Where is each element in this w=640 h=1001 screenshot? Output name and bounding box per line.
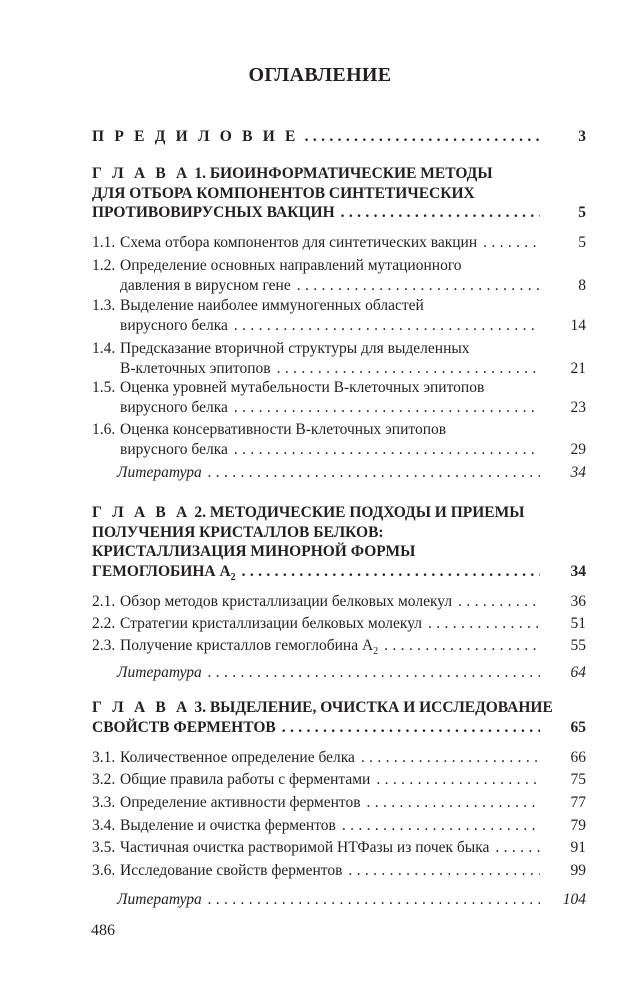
toc-entry-text <box>92 636 378 656</box>
dot-leader <box>305 127 540 147</box>
toc-entry-text <box>92 504 525 521</box>
toc-line <box>92 636 586 656</box>
toc-entry-chapter[interactable] <box>92 698 586 737</box>
toc-entry-section[interactable] <box>92 233 586 253</box>
toc-entry-label: Количественное определение белка <box>120 749 355 766</box>
dot-leader <box>483 233 540 253</box>
dot-leader <box>458 592 540 612</box>
dot-leader <box>361 748 540 768</box>
toc-entry-label: Схема отбора компонентов для синтетических вакцин <box>120 234 478 251</box>
toc-line <box>92 523 586 543</box>
toc-line <box>92 542 586 562</box>
toc-page-number: 5 <box>578 234 586 251</box>
toc-entry-section[interactable] <box>92 420 586 459</box>
toc-entry-label: 3. ВЫДЕЛЕНИЕ, ОЧИСТКА И ИССЛЕДОВАНИЕ <box>190 699 553 716</box>
toc-page-number: 8 <box>578 276 586 294</box>
toc-entry-text <box>92 699 553 716</box>
dot-leader <box>234 398 540 418</box>
toc-entry-label: вирусного белка <box>120 398 228 416</box>
toc-line <box>92 503 586 523</box>
toc-entry-section[interactable] <box>92 378 586 417</box>
toc-entry-label: Частичная очистка растворимой НТФазы из почек быка <box>120 839 490 856</box>
toc-line <box>92 420 586 440</box>
dot-leader <box>367 793 540 813</box>
section-number: 1.4. <box>92 340 116 357</box>
toc-entry-text <box>92 838 489 858</box>
dot-leader <box>376 770 540 790</box>
section-number: 1.3. <box>92 297 116 314</box>
toc-entry-text <box>92 421 446 438</box>
toc-line <box>92 359 586 379</box>
toc-line <box>92 296 586 316</box>
toc-entry-section[interactable] <box>92 296 586 335</box>
toc-entry-section[interactable] <box>92 861 586 881</box>
toc-entry-text <box>92 127 299 147</box>
dot-leader <box>384 636 540 656</box>
toc-page-number: 51 <box>570 615 586 632</box>
toc-entry-text <box>92 748 355 768</box>
toc-entry-label: Определение активности ферментов <box>120 794 361 811</box>
toc-line <box>92 256 586 276</box>
toc-entry-lit[interactable] <box>92 890 586 910</box>
dot-leader <box>277 359 540 379</box>
toc-line <box>92 838 586 858</box>
toc-entry-section[interactable] <box>92 816 586 836</box>
toc-page-number: 77 <box>570 794 586 811</box>
toc-line <box>92 562 586 582</box>
toc-page-number: 79 <box>570 817 586 834</box>
subscript: 2 <box>230 571 236 583</box>
toc-entry-section[interactable] <box>92 770 586 790</box>
toc-entry-text <box>92 379 484 396</box>
toc-entry-section[interactable] <box>92 339 586 378</box>
chapter-label: Г Л А В А <box>92 699 191 716</box>
toc-entry-text <box>92 861 342 881</box>
toc-entry-text <box>92 297 424 314</box>
toc-entry-label: В-клеточных эпитопов <box>120 359 271 377</box>
toc-line <box>92 164 586 184</box>
toc-entry-text <box>117 463 202 483</box>
toc-page-number: 66 <box>570 749 586 766</box>
section-number: 3.1. <box>92 749 116 766</box>
toc-entry-text <box>92 203 335 223</box>
toc-line <box>92 127 586 147</box>
toc-entry-label: Общие правила работы с ферментами <box>120 771 371 788</box>
toc-entry-text <box>120 276 291 296</box>
dot-leader <box>495 838 540 858</box>
toc-line <box>92 276 586 296</box>
toc-entry-label: СВОЙСТВ ФЕРМЕНТОВ <box>92 718 276 736</box>
section-number: 1.2. <box>92 257 116 274</box>
page-number: 486 <box>91 922 115 939</box>
toc-page-number: 65 <box>570 718 586 736</box>
toc-entry-text <box>92 718 276 738</box>
toc-entry-text <box>92 816 336 836</box>
chapter-label: Г Л А В А <box>92 165 191 182</box>
toc-entry-section[interactable] <box>92 838 586 858</box>
toc-entry-lit[interactable] <box>92 463 586 483</box>
toc-page-number: 21 <box>570 359 586 377</box>
toc-page-number: 36 <box>570 593 586 610</box>
toc-entry-label: П Р Е Д И Л О В И Е <box>92 128 299 145</box>
toc-page-number: 99 <box>570 862 586 879</box>
toc-entry-label: вирусного белка <box>120 316 228 334</box>
toc-line <box>92 440 586 460</box>
toc-entry-label: Выделение наиболее иммуногенных областей <box>120 297 424 314</box>
toc-entry-section[interactable] <box>92 793 586 813</box>
dot-leader <box>242 562 540 582</box>
section-number: 1.6. <box>92 421 116 438</box>
toc-page-number: 3 <box>578 128 586 145</box>
dot-leader <box>342 816 540 836</box>
toc-line <box>92 861 586 881</box>
toc-line <box>92 698 586 718</box>
toc-page-number: 29 <box>570 440 586 458</box>
section-number: 1.5. <box>92 379 116 396</box>
toc-line <box>92 793 586 813</box>
toc-entry-section[interactable] <box>92 614 586 634</box>
dot-leader <box>208 663 540 683</box>
dot-leader <box>282 718 540 738</box>
dot-leader <box>234 440 540 460</box>
toc-entry-text <box>92 165 493 182</box>
toc-line <box>92 748 586 768</box>
toc-entry-label: Литература <box>117 664 202 681</box>
toc-entry-section[interactable] <box>92 748 586 768</box>
section-number: 2.3. <box>92 637 116 654</box>
toc-line <box>92 663 586 683</box>
toc-entry-text <box>92 340 470 357</box>
toc-entry-section[interactable] <box>92 592 586 612</box>
subscript: 2 <box>373 646 379 657</box>
section-number: 2.2. <box>92 615 116 632</box>
toc-entry-text <box>92 185 475 202</box>
toc-entry-label: Обзор методов кристаллизации белковых молекул <box>120 593 453 610</box>
toc-entry-label: Оценка уровней мутабельности В-клеточных эпитопов <box>120 379 485 396</box>
toc-line <box>92 203 586 223</box>
toc-entry-text <box>92 257 462 274</box>
toc-entry-text <box>92 770 370 790</box>
toc-entry-text <box>120 359 271 379</box>
dot-leader <box>348 861 540 881</box>
toc-entry-section[interactable] <box>92 256 586 295</box>
toc-entry-text <box>117 663 202 683</box>
toc-entry-text <box>120 316 228 336</box>
dot-leader <box>341 203 540 223</box>
toc-entry-label: КРИСТАЛЛИЗАЦИЯ МИНОРНОЙ ФОРМЫ <box>92 543 416 561</box>
toc-line <box>92 592 586 612</box>
toc-entry-text <box>92 562 236 582</box>
toc-entry-label: ПОЛУЧЕНИЯ КРИСТАЛЛОВ БЕЛКОВ: <box>92 523 384 541</box>
toc-page-number: 104 <box>562 891 586 908</box>
toc-entry-lit[interactable] <box>92 663 586 683</box>
toc-entry-label: Литература <box>117 891 202 908</box>
toc-entry-text <box>92 524 384 541</box>
dot-leader <box>428 614 540 634</box>
toc-entry-text <box>92 592 452 612</box>
dot-leader <box>208 890 540 910</box>
toc-entry-label: Выделение и очистка ферментов <box>120 817 336 834</box>
toc-entry-text <box>120 440 228 460</box>
toc-entry-label: 1. БИОИНФОРМАТИЧЕСКИЕ МЕТОДЫ <box>190 165 493 182</box>
dot-leader <box>297 276 540 296</box>
dot-leader <box>208 463 540 483</box>
toc-entry-label: ГЕМОГЛОБИНА А <box>92 562 231 580</box>
section-number: 3.4. <box>92 817 116 834</box>
toc-entry-label: Оценка консервативности В-клеточных эпитопов <box>120 421 447 438</box>
toc-entry-text <box>92 614 422 634</box>
toc-line <box>92 184 586 204</box>
dot-leader <box>234 316 540 336</box>
toc-entry-chapter[interactable] <box>92 164 586 223</box>
section-number: 3.2. <box>92 771 116 788</box>
toc-page-number: 64 <box>570 664 586 681</box>
section-number: 2.1. <box>92 593 116 610</box>
toc-entry-label: давления в вирусном гене <box>120 276 291 294</box>
toc-page-number: 91 <box>570 839 586 856</box>
toc-entry-label: 2. МЕТОДИЧЕСКИЕ ПОДХОДЫ И ПРИЕМЫ <box>190 504 525 521</box>
toc-entry-section[interactable] <box>92 636 586 656</box>
section-number: 1.1. <box>92 234 116 251</box>
toc-line <box>92 398 586 418</box>
toc-entry-chapter[interactable] <box>92 503 586 581</box>
toc-line <box>92 339 586 359</box>
toc-page-number: 23 <box>570 398 586 416</box>
toc-entry-text <box>92 793 361 813</box>
page-title: ОГЛАВЛЕНИЕ <box>248 64 392 86</box>
section-number: 3.3. <box>92 794 116 811</box>
toc-entry-text <box>117 890 202 910</box>
toc-line <box>92 378 586 398</box>
toc-entry-label: Стратегии кристаллизации белковых молекул <box>120 615 422 632</box>
toc-page-number: 34 <box>570 562 586 580</box>
toc-entry-label: ПРОТИВОВИРУСНЫХ ВАКЦИН <box>92 204 335 222</box>
toc-line <box>92 718 586 738</box>
toc-line <box>92 316 586 336</box>
toc-page-number: 34 <box>570 464 586 481</box>
toc-line <box>92 770 586 790</box>
toc-page-number: 75 <box>570 771 586 788</box>
toc-line <box>92 233 586 253</box>
toc-entry-label: Определение основных направлений мутационного <box>120 257 462 274</box>
toc-entry-text <box>92 543 415 560</box>
toc-entry-text <box>92 233 477 253</box>
toc-line <box>92 463 586 483</box>
toc-page-number: 14 <box>570 316 586 334</box>
section-number: 3.5. <box>92 839 116 856</box>
chapter-label: Г Л А В А <box>92 504 191 521</box>
toc-page-number: 55 <box>570 637 586 654</box>
toc-line <box>92 816 586 836</box>
toc-entry-text <box>120 398 228 418</box>
toc-entry-front[interactable] <box>92 127 586 147</box>
toc-entry-label: Предсказание вторичной структуры для выделенных <box>120 340 470 357</box>
toc-entry-label: Исследование свойств ферментов <box>120 862 343 879</box>
toc-entry-label: Получение кристаллов гемоглобина А <box>120 637 374 654</box>
toc-line <box>92 614 586 634</box>
toc-line <box>92 890 586 910</box>
toc-page-number: 5 <box>578 204 586 222</box>
toc-entry-label: Литература <box>117 464 202 481</box>
section-number: 3.6. <box>92 862 116 879</box>
toc-entry-label: вирусного белка <box>120 440 228 458</box>
toc-entry-label: ДЛЯ ОТБОРА КОМПОНЕНТОВ СИНТЕТИЧЕСКИХ <box>92 184 475 202</box>
